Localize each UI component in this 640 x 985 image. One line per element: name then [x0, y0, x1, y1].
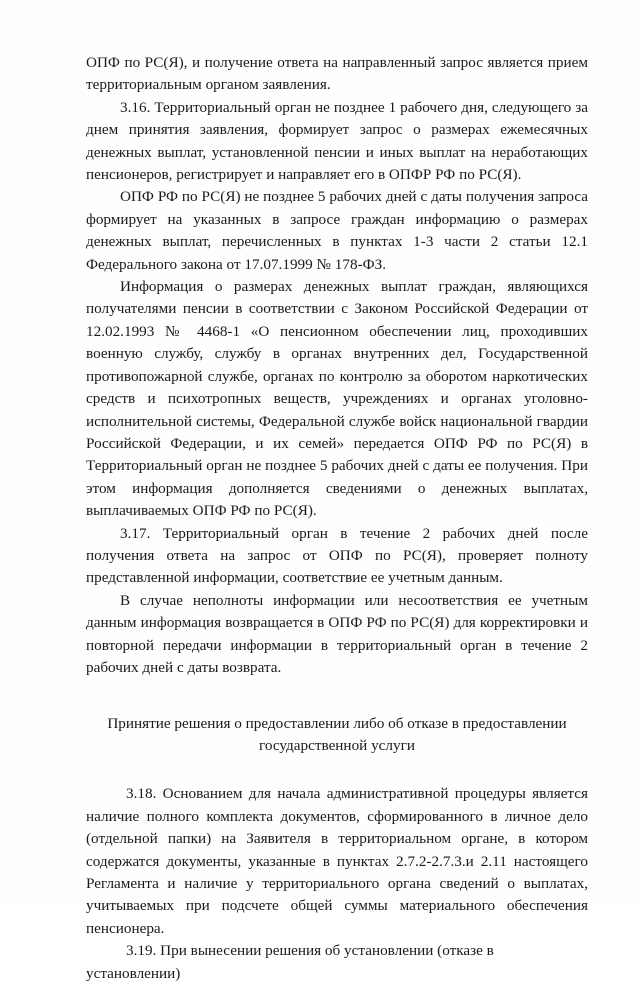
paragraph-3-19: 3.19. При вынесении решения об установлении (отказе в установлении) [86, 942, 494, 982]
paragraph-incomplete-info: В случае неполноты информации или несоответствия ее учетным данным информация возвращается в ОПФ РФ по РС(Я) для корректировки и повторной передачи информации в территориальный орган в течение 2 рабочих дней с даты возврата. [86, 591, 588, 676]
section-heading [86, 713, 588, 757]
section-heading-line1: Принятие решения о предоставлении либо об отказе в предоставлении [107, 715, 567, 733]
paragraph-pension-info: Информация о размерах денежных выплат граждан, являющихся получателями пенсии в соответствии с Законом Российской Федерации от 12.02.1993 № 4468-1 «О пенсионном обеспечении лиц, проходивших военную службу, службу в органах внутренних дел, Государственной противопожарной службе, органах по контролю за оборотом наркотических средств и психотропных веществ, учреждениях и органах уголовно-исполнительной системы, Федеральной службе войск национальной гвардии Российской Федерации, и их семей» передается ОПФ РФ по РС(Я) в Территориальный орган не позднее 5 рабочих дней с даты ее получения. При этом информация дополняется сведениями о денежных выплатах, выплачиваемых ОПФ РФ по РС(Я). [86, 278, 588, 520]
paragraph-3-18: 3.18. Основанием для начала административной процедуры является наличие полного комплекта документов, сформированного в личное дело (отдельной папки) на Заявителя в территориальном органе, в котором содержатся документы, указанные в пунктах 2.7.2-2.7.3.и 2.11 настоящего Регламента и наличие у территориального органа сведений о выплатах, учитываемых при подсчете общей суммы материального обеспечения пенсионера. [86, 785, 588, 937]
paragraph-opf-request: ОПФ РФ по РС(Я) не позднее 5 рабочих дней с даты получения запроса формирует на указанных в запросе граждан информацию о размерах денежных выплат, перечисленных в пунктах 1-3 части 2 статьи 12.1 Федерального закона от 17.07.1999 № 178-ФЗ. [86, 188, 588, 273]
paragraph-3-16: 3.16. Территориальный орган не позднее 1 рабочего дня, следующего за днем принятия заявления, формирует запрос о размерах ежемесячных денежных выплат, установленной пенсии и иных выплат на неработающих пенсионеров, регистрирует и направляет его в ОПФР РФ по РС(Я). [86, 98, 588, 184]
paragraph-3-17: 3.17. Территориальный орган в течение 2 рабочих дней после получения ответа на запрос от ОПФ по РС(Я), проверяет полноту представленной информации, соответствие ее учетным данным. [86, 524, 588, 587]
section-heading-line2: государственной услуги [259, 737, 415, 755]
paragraph-continuation: ОПФ по РС(Я), и получение ответа на направленный запрос является прием территориальным органом заявления. [86, 54, 588, 94]
